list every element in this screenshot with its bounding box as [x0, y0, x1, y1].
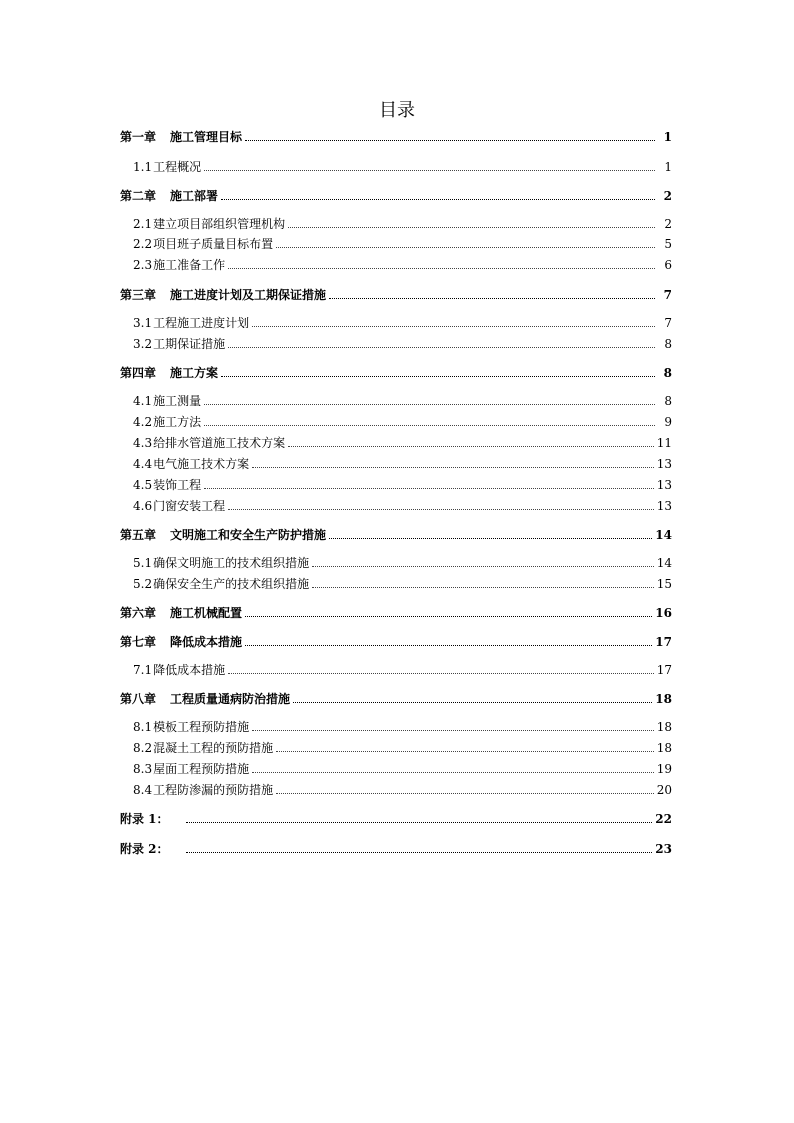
toc-dot-leader [293, 699, 652, 703]
toc-dot-leader [228, 344, 655, 348]
toc-entry-number: 7.1 [133, 663, 153, 677]
toc-section-entry[interactable] [133, 476, 672, 492]
toc-section-entry[interactable] [133, 392, 672, 408]
toc-page-number: 7 [664, 316, 672, 330]
toc-page-number: 22 [655, 812, 672, 826]
toc-entry-title: 装饰工程 [153, 478, 202, 492]
toc-entry-title: 施工部署 [170, 189, 219, 203]
toc-entry-number: 3.1 [133, 316, 153, 330]
toc-dot-leader [329, 535, 652, 539]
toc-entry-title: 施工方法 [153, 415, 202, 429]
toc-section-entry[interactable] [133, 335, 672, 351]
toc-entry-title: 施工管理目标 [170, 130, 243, 144]
toc-page-number: 16 [655, 606, 672, 620]
toc-page-number: 19 [656, 762, 672, 776]
toc-entry-number: 4.1 [133, 394, 153, 408]
toc-entry-number: 8.4 [133, 783, 153, 797]
toc-dot-leader [245, 137, 655, 141]
toc-section-entry[interactable] [133, 314, 672, 330]
toc-dot-leader [186, 819, 653, 823]
toc-dot-leader [228, 670, 654, 674]
toc-dot-leader [252, 727, 654, 731]
toc-chapter-entry[interactable] [120, 810, 672, 826]
toc-entry-title: 门窗安装工程 [153, 499, 226, 513]
toc-page-number: 5 [664, 237, 672, 251]
toc-dot-leader [204, 401, 655, 405]
toc-dot-leader [312, 584, 654, 588]
toc-section-entry[interactable] [133, 434, 672, 450]
toc-entry-number: 2.1 [133, 217, 153, 231]
toc-page-number: 17 [655, 635, 672, 649]
toc-entry-number: 2.2 [133, 237, 153, 251]
toc-entry-number: 附录 2： [120, 842, 169, 856]
toc-entry-number: 5.2 [133, 577, 153, 591]
toc-section-entry[interactable] [133, 575, 672, 591]
toc-title: 目录 [379, 100, 415, 121]
toc-dot-leader [252, 464, 654, 468]
toc-page-number: 8 [664, 337, 672, 351]
toc-entry-number: 3.2 [133, 337, 153, 351]
toc-dot-leader [204, 485, 654, 489]
toc-entry-title: 工期保证措施 [153, 337, 226, 351]
toc-entry-number: 8.2 [133, 741, 153, 755]
toc-entry-title: 模板工程预防措施 [153, 720, 250, 734]
toc-entry-number: 4.5 [133, 478, 153, 492]
toc-dot-leader [228, 506, 654, 510]
toc-entry-title: 文明施工和安全生产防护措施 [170, 528, 327, 542]
toc-entry-number: 4.4 [133, 457, 153, 471]
toc-page-number: 2 [663, 189, 672, 203]
toc-dot-leader [245, 642, 652, 646]
toc-page-number: 2 [664, 217, 672, 231]
toc-entry-number: 1.1 [133, 160, 153, 174]
toc-chapter-entry[interactable] [120, 690, 672, 706]
toc-page-number: 18 [655, 692, 672, 706]
toc-section-entry[interactable] [133, 413, 672, 429]
toc-dot-leader [288, 224, 655, 228]
toc-chapter-entry[interactable] [120, 364, 672, 380]
toc-dot-leader [252, 323, 655, 327]
toc-dot-leader [276, 790, 654, 794]
toc-page-number: 20 [656, 783, 672, 797]
toc-entry-title: 建立项目部组织管理机构 [153, 217, 286, 231]
toc-entry-number: 4.6 [133, 499, 153, 513]
toc-dot-leader [204, 167, 655, 171]
toc-entry-number: 4.2 [133, 415, 153, 429]
toc-dot-leader [204, 422, 655, 426]
toc-entry-title: 施工准备工作 [153, 258, 226, 272]
toc-entry-title: 工程质量通病防治措施 [170, 692, 291, 706]
toc-entry-number: 附录 1： [120, 812, 169, 826]
toc-entry-number: 第六章 [120, 606, 157, 620]
toc-page-number: 1 [664, 160, 672, 174]
toc-entry-number: 第八章 [120, 692, 157, 706]
toc-page-number: 9 [664, 415, 672, 429]
toc-section-entry[interactable] [133, 661, 672, 677]
toc-page-number: 11 [656, 436, 672, 450]
toc-entry-title: 降低成本措施 [153, 663, 226, 677]
toc-entry-title: 施工机械配置 [170, 606, 243, 620]
toc-entry-number: 8.3 [133, 762, 153, 776]
toc-entry-title: 工程概况 [153, 160, 202, 174]
toc-section-entry[interactable] [133, 554, 672, 570]
toc-entry-title: 混凝土工程的预防措施 [153, 741, 274, 755]
toc-entry-number: 第一章 [120, 130, 157, 144]
toc-dot-leader [221, 373, 655, 377]
toc-section-entry[interactable] [133, 256, 672, 272]
toc-entry-number: 2.3 [133, 258, 153, 272]
toc-section-entry[interactable] [133, 158, 672, 174]
toc-page-number: 17 [656, 663, 672, 677]
toc-entry-number: 4.3 [133, 436, 153, 450]
toc-dot-leader [186, 849, 653, 853]
toc-page-number: 18 [656, 720, 672, 734]
toc-chapter-entry[interactable] [120, 286, 672, 302]
toc-page-number: 8 [663, 366, 672, 380]
toc-chapter-entry[interactable] [120, 604, 672, 620]
toc-dot-leader [288, 443, 654, 447]
toc-page-number: 14 [655, 528, 672, 542]
toc-section-entry[interactable] [133, 718, 672, 734]
toc-entry-title: 确保安全生产的技术组织措施 [153, 577, 310, 591]
toc-entry-title: 施工方案 [170, 366, 219, 380]
toc-page-number: 7 [663, 288, 672, 302]
toc-page-number: 13 [656, 478, 672, 492]
toc-section-entry[interactable] [133, 760, 672, 776]
toc-chapter-entry[interactable] [120, 128, 672, 144]
toc-entry-title: 确保文明施工的技术组织措施 [153, 556, 310, 570]
toc-entry-title: 工程施工进度计划 [153, 316, 250, 330]
toc-page-number: 14 [656, 556, 672, 570]
toc-entry-number: 5.1 [133, 556, 153, 570]
toc-dot-leader [252, 769, 654, 773]
toc-section-entry[interactable] [133, 739, 672, 755]
toc-entry-title: 施工测量 [153, 394, 202, 408]
toc-section-entry[interactable] [133, 781, 672, 797]
toc-entry-number: 8.1 [133, 720, 153, 734]
toc-chapter-entry[interactable] [120, 187, 672, 203]
toc-dot-leader [312, 563, 654, 567]
toc-entry-title: 给排水管道施工技术方案 [153, 436, 286, 450]
toc-page-number: 23 [655, 842, 672, 856]
toc-section-entry[interactable] [133, 455, 672, 471]
toc-page-number: 18 [656, 741, 672, 755]
toc-entry-title: 工程防渗漏的预防措施 [153, 783, 274, 797]
toc-entry-number: 第二章 [120, 189, 157, 203]
toc-dot-leader [329, 295, 655, 299]
toc-entry-title: 项目班子质量目标布置 [153, 237, 274, 251]
toc-page-number: 15 [656, 577, 672, 591]
toc-dot-leader [245, 613, 652, 617]
toc-page-number: 8 [664, 394, 672, 408]
toc-dot-leader [221, 196, 655, 200]
toc-dot-leader [276, 748, 654, 752]
toc-chapter-entry[interactable] [120, 526, 672, 542]
toc-chapter-entry[interactable] [120, 633, 672, 649]
toc-entry-number: 第三章 [120, 288, 157, 302]
toc-entry-title: 电气施工技术方案 [153, 457, 250, 471]
toc-entry-title: 屋面工程预防措施 [153, 762, 250, 776]
toc-section-entry[interactable] [133, 215, 672, 231]
toc-section-entry[interactable] [133, 235, 672, 251]
toc-entry-number: 第五章 [120, 528, 157, 542]
toc-dot-leader [276, 244, 655, 248]
toc-section-entry[interactable] [133, 497, 672, 513]
toc-page-number: 13 [656, 499, 672, 513]
toc-page-number: 6 [664, 258, 672, 272]
toc-entry-number: 第七章 [120, 635, 157, 649]
toc-entry-title: 施工进度计划及工期保证措施 [170, 288, 327, 302]
toc-page-number: 1 [663, 130, 672, 144]
toc-entry-number: 第四章 [120, 366, 157, 380]
toc-chapter-entry[interactable] [120, 840, 672, 856]
toc-page-number: 13 [656, 457, 672, 471]
toc-entry-title: 降低成本措施 [170, 635, 243, 649]
toc-dot-leader [228, 265, 655, 269]
